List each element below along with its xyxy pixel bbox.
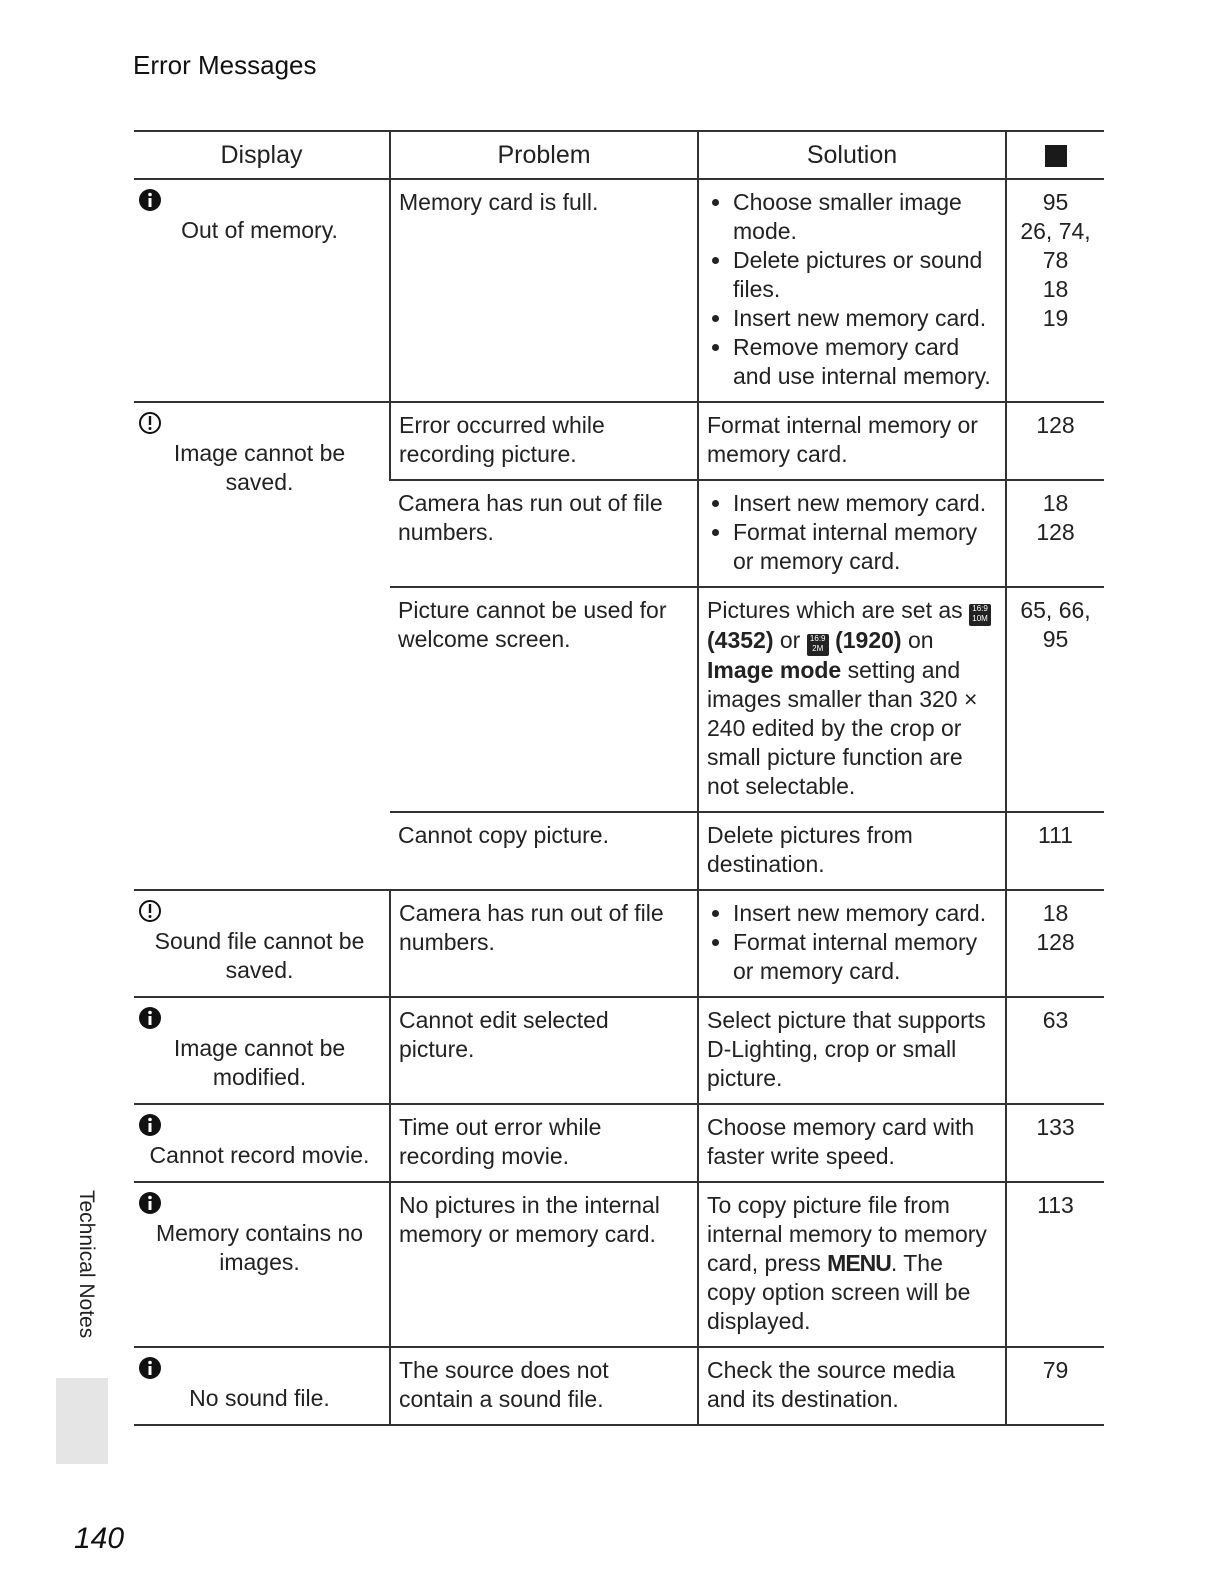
header-reference bbox=[1006, 131, 1104, 179]
page-reference: 18 bbox=[1042, 490, 1069, 516]
solution-list bbox=[707, 188, 997, 391]
page-reference: 113 bbox=[1037, 1192, 1074, 1218]
problem-text: No pictures in the internal memory or memory card. bbox=[399, 1192, 660, 1247]
problem-text: Picture cannot be used for welcome screen. bbox=[398, 597, 667, 652]
problem-cell bbox=[390, 812, 698, 890]
problem-cell bbox=[390, 890, 698, 997]
solution-cell bbox=[698, 1182, 1006, 1347]
solution-cell bbox=[698, 1104, 1006, 1182]
reference-cell bbox=[1006, 997, 1104, 1104]
table-row bbox=[134, 179, 1104, 402]
display-text: Cannot record movie. bbox=[149, 1142, 370, 1168]
page-title: Error Messages bbox=[133, 50, 317, 80]
image-mode-value: (4352) bbox=[707, 627, 774, 653]
page-reference: 95 bbox=[1042, 189, 1069, 215]
reference-cell bbox=[1006, 812, 1104, 890]
book-icon bbox=[1045, 145, 1067, 167]
list-item: • Choose smaller image mode. bbox=[733, 188, 997, 246]
page-reference: 18 bbox=[1042, 900, 1069, 926]
solution-cell bbox=[698, 179, 1006, 402]
display-text: Out of memory. bbox=[181, 217, 338, 243]
display-text: Image cannot be saved. bbox=[173, 440, 346, 495]
display-text: Image cannot be modified. bbox=[173, 1035, 346, 1090]
info-icon bbox=[138, 1006, 381, 1032]
solution-cell bbox=[698, 812, 1006, 890]
problem-text: Memory card is full. bbox=[399, 189, 599, 215]
problem-text: Cannot copy picture. bbox=[398, 822, 609, 848]
table-row bbox=[134, 1104, 1104, 1182]
solution-text: Pictures which are set as bbox=[707, 597, 970, 623]
list-item: • Remove memory card and use internal memory. bbox=[733, 333, 997, 391]
menu-setting-name: Image mode bbox=[707, 657, 842, 683]
menu-button-label: MENU bbox=[827, 1250, 891, 1276]
reference-cell bbox=[1006, 1182, 1104, 1347]
error-messages-table bbox=[134, 130, 1104, 1426]
reference-cell bbox=[1006, 480, 1104, 587]
solution-cell bbox=[698, 1347, 1006, 1425]
list-item: • Format internal memory or memory card. bbox=[733, 928, 997, 986]
image-mode-16-9-2m-icon: 16:9 2M bbox=[807, 634, 829, 656]
solution-cell bbox=[698, 402, 1006, 480]
section-marker bbox=[56, 1378, 108, 1464]
page-reference: 133 bbox=[1036, 1114, 1075, 1140]
display-text: No sound file. bbox=[189, 1385, 330, 1411]
info-icon bbox=[138, 188, 381, 214]
solution-cell bbox=[698, 997, 1006, 1104]
table-row bbox=[134, 1182, 1104, 1347]
solution-text: Delete pictures from destination. bbox=[707, 822, 913, 877]
page-reference: 65, 66, 95 bbox=[1020, 597, 1091, 652]
display-cell bbox=[134, 1182, 390, 1347]
page-reference: 128 bbox=[1036, 412, 1075, 438]
solution-cell bbox=[698, 480, 1006, 587]
problem-text: Camera has run out of file numbers. bbox=[399, 900, 664, 955]
reference-cell bbox=[1006, 890, 1104, 997]
solution-text: To copy picture file from internal memory to memory card, press bbox=[707, 1192, 987, 1276]
problem-text: Cannot edit selected picture. bbox=[399, 1007, 609, 1062]
display-cell bbox=[134, 1104, 390, 1182]
page-reference: 18 bbox=[1042, 276, 1069, 302]
table-header-row bbox=[134, 131, 1104, 179]
problem-cell bbox=[390, 997, 698, 1104]
solution-text: Format internal memory or memory card. bbox=[707, 412, 978, 467]
page-reference: 111 bbox=[1038, 822, 1073, 848]
list-item: • Insert new memory card. bbox=[733, 489, 997, 518]
solution-cell bbox=[698, 587, 1006, 812]
problem-text: Error occurred while recording picture. bbox=[399, 412, 605, 467]
header-solution: Solution bbox=[698, 131, 1006, 179]
solution-text: . The copy option screen will be displayed. bbox=[707, 1250, 971, 1334]
problem-cell bbox=[390, 1347, 698, 1425]
table-row bbox=[134, 997, 1104, 1104]
reference-cell bbox=[1006, 1347, 1104, 1425]
header-problem: Problem bbox=[390, 131, 698, 179]
info-icon bbox=[138, 1191, 381, 1217]
page-reference: 128 bbox=[1036, 929, 1075, 955]
display-cell bbox=[134, 1347, 390, 1425]
info-icon bbox=[138, 1113, 381, 1139]
display-cell bbox=[134, 179, 390, 402]
reference-cell bbox=[1006, 179, 1104, 402]
problem-cell bbox=[390, 402, 698, 480]
page-reference: 26, 74, 78 bbox=[1020, 218, 1091, 273]
page-reference: 19 bbox=[1042, 305, 1069, 331]
solution-text: Check the source media and its destination. bbox=[707, 1357, 956, 1412]
display-cell bbox=[134, 402, 390, 890]
table-row bbox=[134, 402, 1104, 480]
display-cell bbox=[134, 997, 390, 1104]
header-display: Display bbox=[134, 131, 390, 179]
table-row bbox=[134, 890, 1104, 997]
problem-text: Time out error while recording movie. bbox=[399, 1114, 602, 1169]
reference-cell bbox=[1006, 402, 1104, 480]
solution-cell bbox=[698, 890, 1006, 997]
list-item: • Insert new memory card. bbox=[733, 899, 997, 928]
info-icon bbox=[138, 1356, 381, 1382]
solution-text: Select picture that supports D-Lighting, crop or small picture. bbox=[707, 1007, 986, 1091]
page-reference: 63 bbox=[1042, 1007, 1069, 1033]
warning-icon bbox=[138, 899, 381, 925]
reference-cell bbox=[1006, 1104, 1104, 1182]
problem-text: Camera has run out of file numbers. bbox=[398, 490, 663, 545]
solution-text: Choose memory card with faster write speed. bbox=[707, 1114, 975, 1169]
problem-cell bbox=[390, 179, 698, 402]
image-mode-value: (1920) bbox=[835, 627, 902, 653]
problem-cell bbox=[390, 480, 698, 587]
display-cell bbox=[134, 890, 390, 997]
problem-cell bbox=[390, 587, 698, 812]
table-row bbox=[134, 1347, 1104, 1425]
problem-cell bbox=[390, 1104, 698, 1182]
list-item: • Insert new memory card. bbox=[733, 304, 997, 333]
page-number: 140 bbox=[74, 1522, 125, 1555]
page-reference: 79 bbox=[1042, 1357, 1069, 1383]
problem-text: The source does not contain a sound file. bbox=[399, 1357, 609, 1412]
section-label: Technical Notes bbox=[75, 1190, 98, 1339]
solution-text: setting and images smaller than 320 × 240 edited by the crop or small picture function are not selectable. bbox=[707, 657, 978, 799]
list-item: • Format internal memory or memory card. bbox=[733, 518, 997, 576]
image-mode-16-9-10m-icon: 16:9 10M bbox=[969, 604, 991, 626]
list-item: • Delete pictures or sound files. bbox=[733, 246, 997, 304]
warning-icon bbox=[138, 411, 381, 437]
solution-list bbox=[707, 899, 997, 986]
solution-text: or bbox=[773, 627, 807, 653]
solution-list bbox=[707, 489, 997, 576]
section-side-tab bbox=[70, 1190, 100, 1360]
display-text: Sound file cannot be saved. bbox=[154, 928, 365, 983]
page-reference: 128 bbox=[1036, 519, 1075, 545]
display-text: Memory contains no images. bbox=[155, 1220, 364, 1275]
reference-cell bbox=[1006, 587, 1104, 812]
problem-cell bbox=[390, 1182, 698, 1347]
solution-text: on bbox=[901, 627, 934, 653]
